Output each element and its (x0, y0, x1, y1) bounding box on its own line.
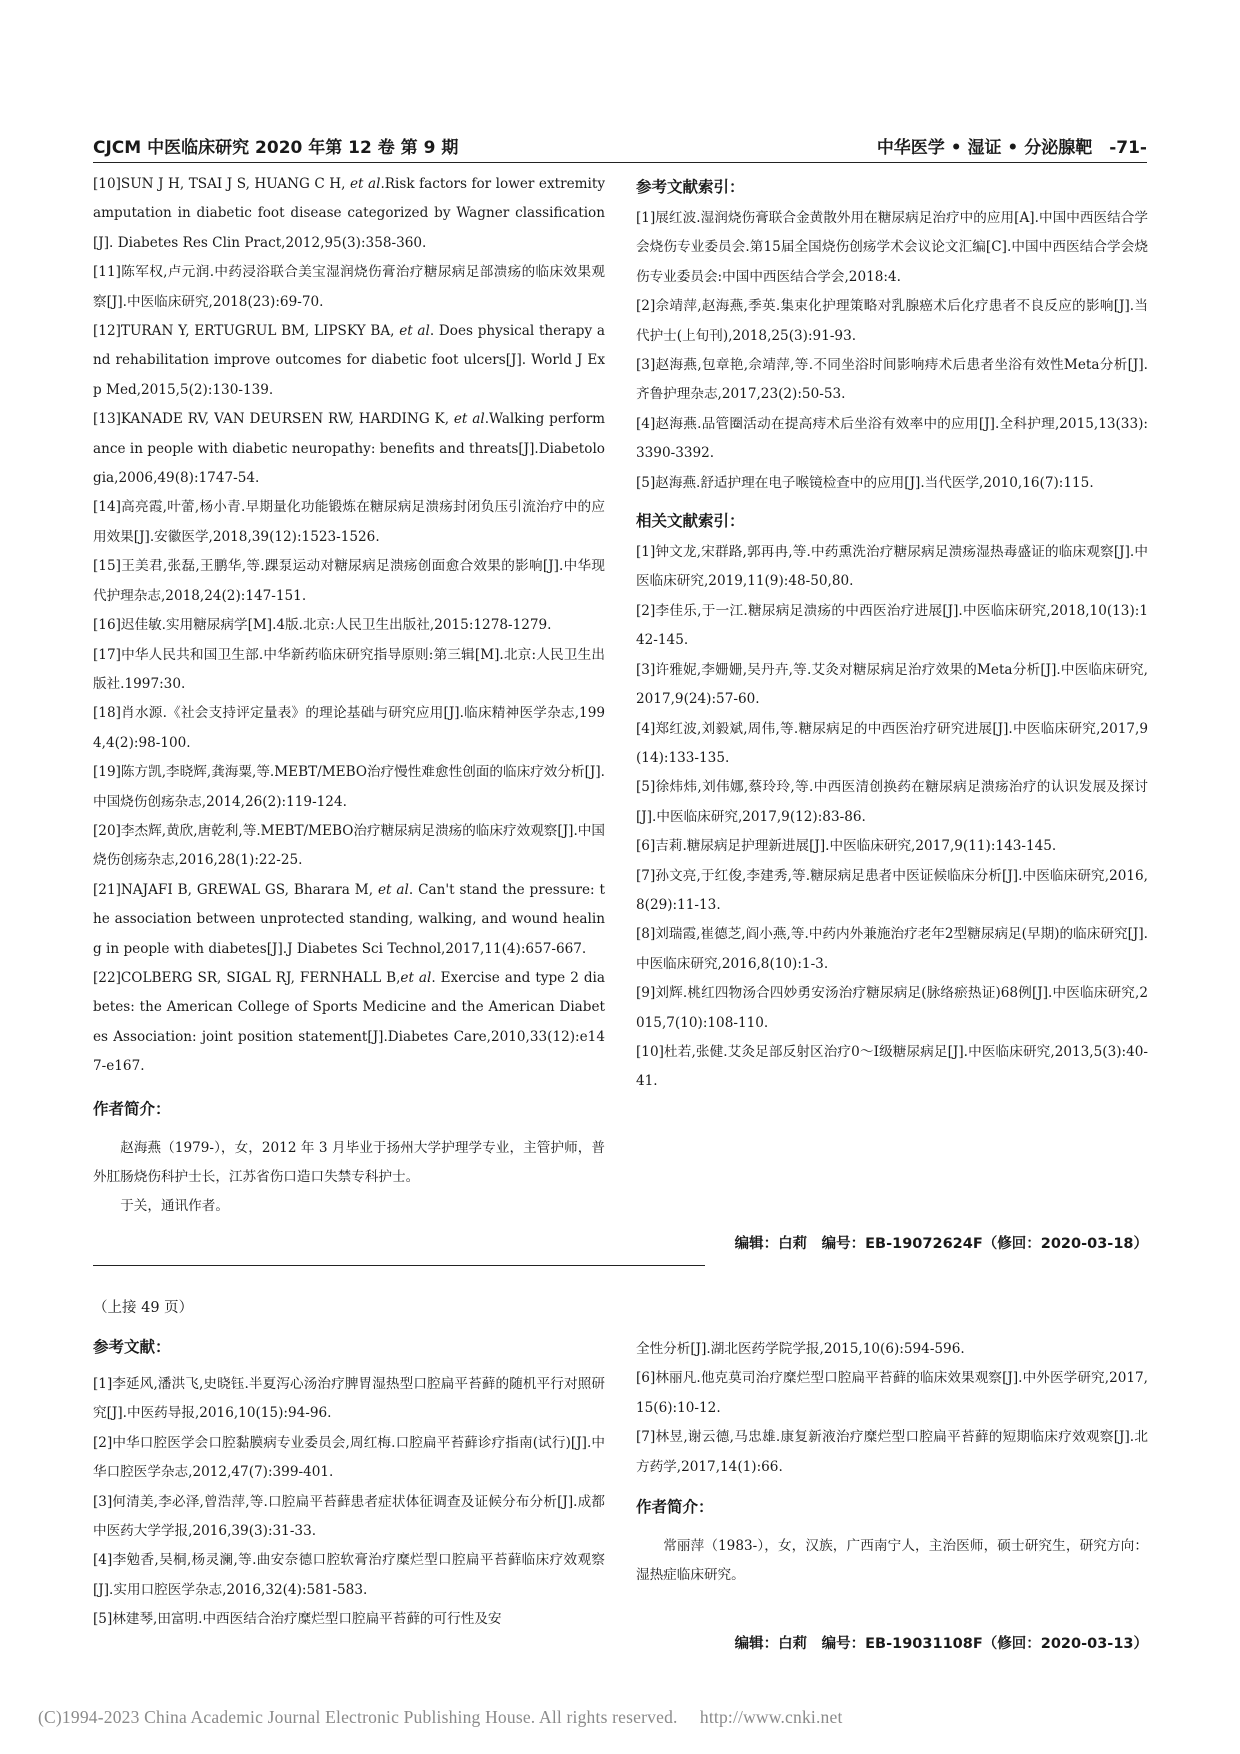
reference-item: [9]刘辉.桃红四物汤合四妙勇安汤治疗糖尿病足(脉络瘀热证)68例[J].中医临床研究,2015,7(10):108-110. (636, 985, 1148, 1031)
running-header (93, 120, 1147, 163)
reference-text: [22]COLBERG SR, SIGAL RJ, FERNHALL B, (93, 969, 401, 986)
journal-title: CJCM 中医临床研究 2020 年第 12 卷 第 9 期 (93, 138, 459, 158)
right-column-top (636, 170, 1148, 1097)
author-intro-title-2: 作者简介： (636, 1498, 714, 1517)
reference-et-al: et al (400, 969, 432, 986)
author-intro-title: 作者简介： (93, 1099, 171, 1118)
reference-item: [4]郑红波,刘毅斌,周伟,等.糖尿病足的中西医治疗研究进展[J].中医临床研究,2017,9(14):133-135. (636, 720, 1148, 766)
reference-item: [5]林建琴,田富明.中西医结合治疗糜烂型口腔扁平苔藓的可行性及安 (93, 1611, 502, 1628)
reference-text: [11]陈军权,卢元润.中药浸浴联合美宝湿润烧伤膏治疗糖尿病足部溃疡的临床效果观察[J].中医临床研究,2018(23):69-70. (93, 264, 605, 310)
reference-item: [6]吉莉.糖尿病足护理新进展[J].中医临床研究,2017,9(11):143-145. (636, 838, 1057, 855)
reference-text: [21]NAJAFI B, GREWAL GS, Bharara M, (93, 881, 378, 898)
reference-list (93, 170, 605, 1082)
continued-from-note: （上接 49 页） (93, 1300, 194, 1316)
reference-text: [20]李杰辉,黄欣,唐乾利,等.MEBT/MEBO治疗糖尿病足溃疡的临床疗效观察[J].中国烧伤创疡杂志,2016,28(1):22-25. (93, 822, 605, 869)
reference-item: [3]赵海燕,包章艳,佘靖萍,等.不同坐浴时间影响痔术后患者坐浴有效性Meta分析[J].齐鲁护理杂志,2017,23(2):50-53. (636, 357, 1148, 403)
copyright-footer: (C)1994-2023 China Academic Journal Electronic Publishing House. All rights reserved. http://www.cnki.net (38, 1707, 843, 1727)
reference-text: [18]肖水源.《社会支持评定量表》的理论基础与研究应用[J].临床精神医学杂志,1994,4(2):98-100. (93, 705, 605, 751)
left-column-bottom (93, 1330, 605, 1635)
reference-text: [12]TURAN Y, ERTUGRUL BM, LIPSKY BA, (93, 323, 400, 340)
reference-text: . Exercise and type 2 diabetes: the American College of Sports Medicine and the American Diabetes Association: joint position statement[J].Diabetes Care,2010,33(12):e147-e167. (93, 969, 606, 1075)
reference-item (93, 258, 605, 317)
reference-et-al: et al (349, 176, 381, 192)
reference-item: [5]徐炜炜,刘伟娜,蔡玲玲,等.中西医清创换药在糖尿病足溃疡治疗的认识发展及探讨[J].中医临床研究,2017,9(12):83-86. (636, 779, 1148, 825)
reference-item (93, 493, 605, 552)
ref-index-title: 参考文献索引： (636, 178, 745, 196)
reference-item: [3]许雅妮,李姗姗,吴丹卉,等.艾灸对糖尿病足治疗效果的Meta分析[J].中医临床研究,2017,9(24):57-60. (636, 661, 1148, 708)
left-column-top (93, 170, 605, 1221)
reference-item: [8]刘瑞霞,崔德芝,阎小燕,等.中药内外兼施治疗老年2型糖尿病足(早期)的临床研究[J].中医临床研究,2016,8(10):1-3. (636, 926, 1148, 972)
reference-item (93, 817, 605, 876)
editor-note-2: 编辑：白莉 编号：EB-19031108F（修回：2020-03-13） (734, 1636, 1148, 1652)
editor-note: 编辑：白莉 编号：EB-19072624F（修回：2020-03-18） (734, 1236, 1148, 1252)
reference-item: [10]杜若,张健.艾灸足部反射区治疗0～Ⅰ级糖尿病足[J].中医临床研究,2013,5(3):40-41. (636, 1043, 1148, 1090)
reference-text: .Risk factors for lower extremity amputation in diabetic foot disease categorized by Wagner classification[J]. Diabetes Res Clin Pract,2012,95(3):358-360. (93, 176, 605, 251)
reference-item: [6]林丽凡.他克莫司治疗糜烂型口腔扁平苔藓的临床效果观察[J].中外医学研究,2017,15(6):10-12. (636, 1370, 1148, 1416)
reference-item (93, 641, 605, 700)
reference-item: [1]李延风,潘洪飞,史晓钰.半夏泻心汤治疗脾胃湿热型口腔扁平苔藓的随机平行对照研究[J].中医药导报,2016,10(15):94-96. (93, 1376, 605, 1422)
reference-text: [15]王美君,张磊,王鹏华,等.踝泵运动对糖尿病足溃疡创面愈合效果的影响[J].中华现代护理杂志,2018,24(2):147-151. (93, 558, 605, 604)
reference-item (93, 405, 605, 493)
reference-item: 全性分析[J].湖北医药学院学报,2015,10(6):594-596. (636, 1341, 965, 1357)
reference-text: . Can't stand the pressure: the association between unprotected standing, walking, and wound healing in people with diabetes[J].J Diabetes Sci Technol,2017,11(4):657-667. (93, 881, 606, 957)
reference-item (93, 611, 605, 640)
references-title: 参考文献： (93, 1338, 171, 1356)
reference-item: [5]赵海燕.舒适护理在电子喉镜检查中的应用[J].当代医学,2010,16(7):115. (636, 474, 1094, 491)
reference-item: [2]李佳乐,于一江.糖尿病足溃疡的中西医治疗进展[J].中医临床研究,2018,10(13):142-145. (636, 602, 1148, 649)
reference-item: [4]赵海燕.品管圈活动在提高痔术后坐浴有效率中的应用[J].全科护理,2015,13(33):3390-3392. (636, 415, 1148, 462)
reference-item (93, 170, 605, 258)
bottom-reference-list-continued (636, 1335, 1148, 1482)
reference-et-al: et al (377, 881, 409, 898)
reference-text: [17]中华人民共和国卫生部.中华新药临床研究指导原则:第三辑[M].北京:人民卫生出版社.1997:30. (93, 646, 605, 692)
reference-text: [13]KANADE RV, VAN DEURSEN RW, HARDING K, (93, 411, 454, 428)
related-index-title: 相关文献索引： (636, 512, 745, 531)
bottom-reference-list (93, 1370, 605, 1635)
reference-text: [14]高亮霞,叶蕾,杨小青.早期量化功能锻炼在糖尿病足溃疡封闭负压引流治疗中的应用效果[J].安徽医学,2018,39(12):1523-1526. (93, 499, 605, 545)
reference-text: [16]迟佳敏.实用糖尿病学[M].4版.北京:人民卫生出版社,2015:1278-1279. (93, 617, 552, 634)
related-index-list (636, 538, 1148, 1097)
reference-text: [19]陈方凯,李晓辉,龚海粟,等.MEBT/MEBO治疗慢性难愈性创面的临床疗效分析[J].中国烧伤创疡杂志,2014,26(2):119-124. (93, 764, 605, 810)
reference-item: [7]林昱,谢云德,马忠雄.康复新液治疗糜烂型口腔扁平苔藓的短期临床疗效观察[J].北方药学,2017,14(1):66. (636, 1429, 1148, 1475)
reference-text: [10]SUN J H, TSAI J S, HUANG C H, (93, 176, 350, 192)
reference-item (93, 964, 605, 1082)
reference-text: . Does physical therapy and rehabilitation improve outcomes for diabetic foot ulcers[J]. World J Exp Med,2015,5(2):130-139. (93, 323, 606, 398)
reference-item: [1]展红波.湿润烧伤膏联合金黄散外用在糖尿病足治疗中的应用[A].中国中西医结合学会烧伤专业委员会.第15届全国烧伤创疡学术会议论文汇编[C].中国中西医结合学会烧伤专业委员会:中国中西医结合学会,2018:4. (636, 210, 1148, 285)
reference-item: [2]中华口腔医学会口腔黏膜病专业委员会,周红梅.口腔扁平苔藓诊疗指南(试行)[J].中华口腔医学杂志,2012,47(7):399-401. (93, 1434, 605, 1481)
reference-item: [2]佘靖萍,赵海燕,季英.集束化护理策略对乳腺癌术后化疗患者不良反应的影响[J].当代护士(上旬刊),2018,25(3):91-93. (636, 298, 1148, 344)
reference-item: [3]何清美,李必泽,曾浩萍,等.口腔扁平苔藓患者症状体征调查及证候分布分析[J].成都中医药大学学报,2016,39(3):31-33. (93, 1493, 605, 1540)
reference-item (93, 876, 605, 964)
section-and-page-number: 中华医学 • 湿证 • 分泌腺靶 -71- (876, 138, 1147, 158)
reference-item: [7]孙文亮,于红俊,李建秀,等.糖尿病足患者中医证候临床分析[J].中医临床研究,2016,8(29):11-13. (636, 867, 1148, 913)
reference-et-al: et al (453, 411, 485, 428)
reference-text: .Walking performance in people with diabetic neuropathy: benefits and threats[J].Diabetologia,2006,49(8):1747-54. (93, 411, 606, 487)
reference-item (93, 758, 605, 817)
right-column-bottom (636, 1335, 1148, 1590)
author-bio-2: 常丽萍（1983-），女，汉族，广西南宁人，主治医师，硕士研究生，研究方向：湿热症临床研究。 (636, 1538, 1148, 1584)
reference-item: [4]李勉香,吴桐,杨灵澜,等.曲安奈德口腔软膏治疗糜烂型口腔扁平苔藓临床疗效观察[J].实用口腔医学杂志,2016,32(4):581-583. (93, 1552, 605, 1598)
reference-item (93, 317, 605, 405)
reference-item: [1]钟文龙,宋群路,郭再冉,等.中药熏洗治疗糖尿病足溃疡湿热毒盛证的临床观察[J].中医临床研究,2019,11(9):48-50,80. (636, 544, 1148, 590)
author-bio: 赵海燕（1979-），女，2012 年 3 月毕业于扬州大学护理学专业，主管护师，普外肛肠烧伤科护士长，江苏省伤口造口失禁专科护士。 (93, 1139, 605, 1185)
corresponding-author: 于关，通讯作者。 (120, 1197, 229, 1214)
reference-item (93, 552, 605, 611)
section-divider (93, 1265, 705, 1266)
ref-index-list (636, 204, 1148, 498)
reference-item (93, 699, 605, 758)
reference-et-al: et al (399, 323, 430, 340)
